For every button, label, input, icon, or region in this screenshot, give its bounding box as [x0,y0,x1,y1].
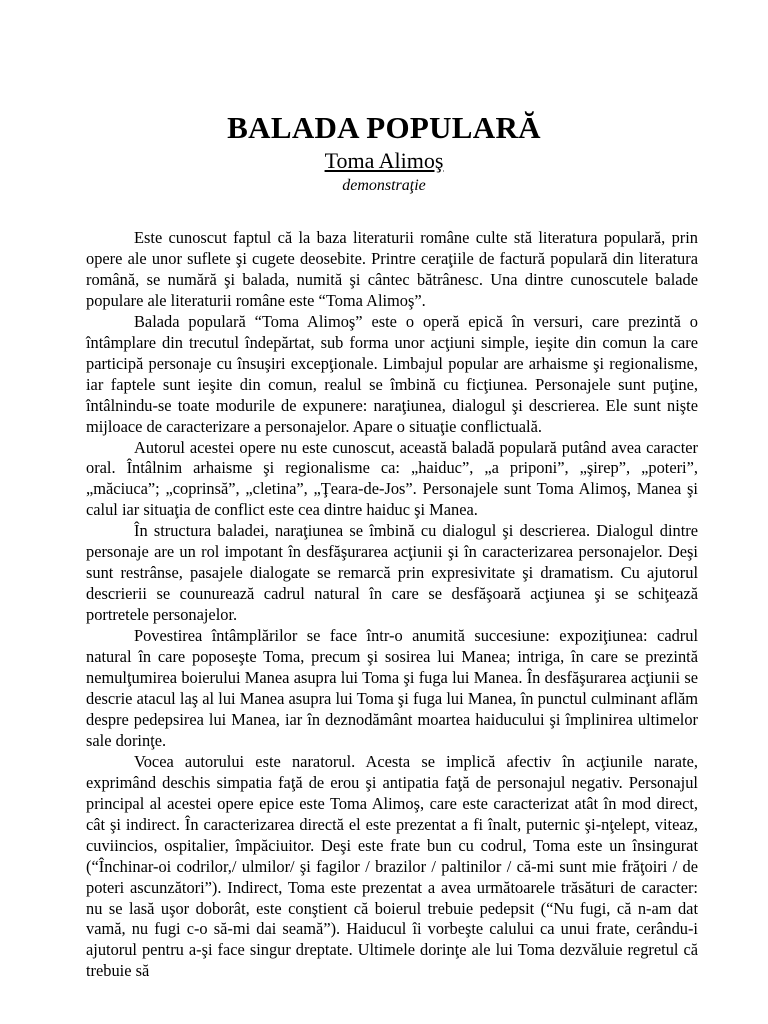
paragraph: Este cunoscut faptul că la baza literaturii române culte stă literatura populară, prin opere ale unor suflete şi cugete deosebite. Printre ceraţiile de factură populară din literatura română, se numără şi balada, numită şi cântec bătrânesc. Una dintre cunoscutele balade populare ale literaturii române este “Toma Alimoş”. [86,228,698,310]
document-body [86,228,698,982]
paragraph: În structura baladei, naraţiunea se îmbină cu dialogul şi descrierea. Dialogul dintre personaje are un rol impotant în desfăşurarea acţiunii şi în caracterizarea personajelor. Deşi sunt restrânse, pasajele dialogate se remarcă prin expresivitate şi dramatism. Cu ajutorul descrierii se counurează cadrul natural în care se desfăşoară acţiunea şi se schiţează portretele personajelor. [86,521,698,625]
document-kind: demonstraţie [342,177,426,194]
document-subtitle: Toma Alimoş [324,148,444,173]
paragraph: Balada populară “Toma Alimoş” este o operă epică în versuri, care prezintă o întâmplare din trecutul îndepărtat, sub forma unor acţiuni simple, ieşite din comun la care participă personaje cu însuşiri excepţionale. Limbajul popular are arhaisme şi regionalisme, iar faptele sunt ieşite din comun, realul se îmbină cu ficţiunea. Personajele sunt puţine, întâlnindu-se toate modurile de expunere: naraţiunea, dialogul şi descrierea. Ele sunt nişte mijloace de caracterizare a personajelor. Apare o situaţie conflictuală. [86,311,698,436]
paragraph: Autorul acestei opere nu este cunoscut, această baladă populară putând avea caracter oral. Întâlnim arhaisme şi regionalisme ca: „haiduc”, „a priponi”, „şirep”, „poteri”, „măciuca”; „coprinsă”, „cletina”, „Ţeara-de-Jos”. Personajele sunt Toma Alimoş, Manea şi calul iar situaţia de conflict este cea dintre haiduc şi Manea. [86,437,698,520]
document-title: BALADA POPULARĂ [227,110,541,145]
paragraph: Vocea autorului este naratorul. Acesta se implică afectiv în acţiunile narate, exprimând deschis simpatia faţă de erou şi antipatia faţă de personajul negativ. Personajul principal al acestei opere epice este Toma Alimoş, care este caracterizat atât în mod direct, cât şi indirect. În caracterizarea directă el este prezentat a fi înalt, puternic şi-nţelept, viteaz, cuviincios, ospitalier, împăciuitor. Deşi este frate bun cu codrul, Toma este un însingurat (“Închinar-oi codrilor,/ ulmilor/ şi fagilor / brazilor / paltinilor / că-mi sunt mie frăţoiri / de poteri ascunzători”). Indirect, Toma este prezentat a avea următoarele trăsături de caracter: nu se lasă uşor doborât, este conştient că boierul trebuie pedepsit (“Nu fugi, că n-am dat vamă, nu fugi c-o să-mi dai seamă”). Haiducul îi vorbeşte calului ca unui frate, cerându-i ajutorul pentru a-şi face singur dreptate. Ultimele dorinţe ale lui Toma dezvăluie regretul că trebuie să [86,751,698,981]
paragraph: Povestirea întâmplărilor se face într-o anumită succesiune: expoziţiunea: cadrul natural în care poposeşte Toma, precum şi sosirea lui Manea; intriga, în care se prezintă nemulţumirea boierului Manea asupra lui Toma şi fuga lui Manea. În desfăşurarea acţiunii se descrie atacul laş al lui Manea asupra lui Toma şi fuga lui Manea, în punctul culminant aflăm despre pedepsirea lui Manea, iar în deznodământ moartea haiducului şi împlinirea ultimelor sale dorinţe. [86,626,698,750]
